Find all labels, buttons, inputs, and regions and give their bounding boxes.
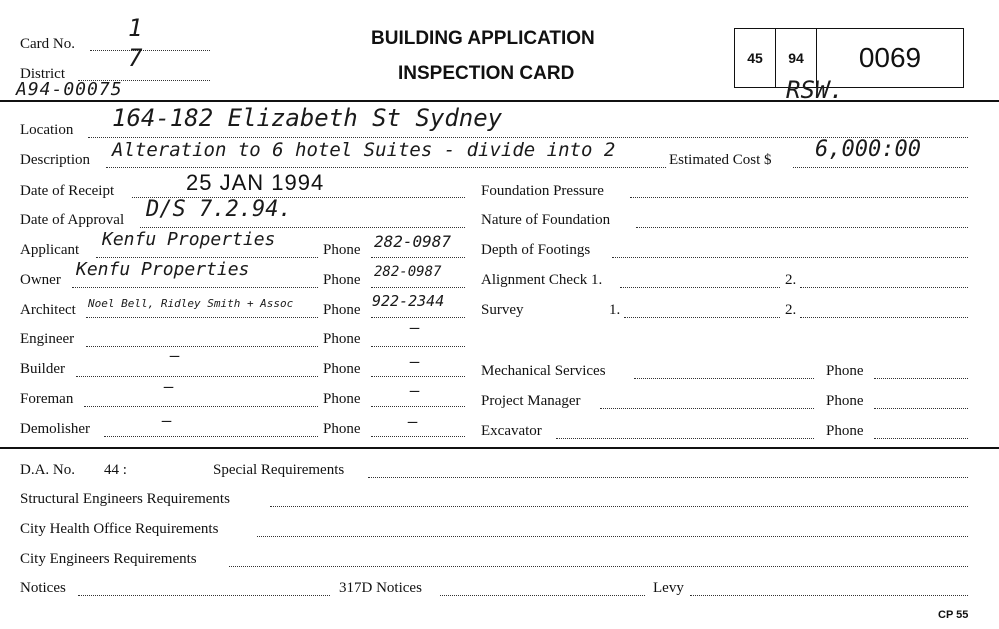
special-requirements-label: Special Requirements <box>213 462 345 478</box>
card-no-line <box>90 50 210 51</box>
date-of-approval-value: D/S 7.2.94. <box>146 197 292 222</box>
district-label: District <box>20 66 65 82</box>
notices-317d-line <box>440 595 645 596</box>
builder-phone-value: – <box>410 352 420 371</box>
alignment-check-1-line <box>620 287 780 288</box>
box-year: 94 <box>775 28 817 88</box>
notices-label: Notices <box>20 580 66 596</box>
date-of-receipt-label: Date of Receipt <box>20 183 115 199</box>
builder-line <box>76 376 318 377</box>
owner-phone-label: Phone <box>323 272 361 288</box>
notices-line <box>78 595 330 596</box>
foreman-phone-value: – <box>410 381 420 400</box>
project-manager-phone-line <box>874 408 968 409</box>
card-no-label: Card No. <box>20 36 75 52</box>
owner-line <box>72 287 318 288</box>
owner-label: Owner <box>20 272 61 288</box>
owner-value: Kenfu Properties <box>76 259 250 280</box>
alignment-check-2-label: 2. <box>785 272 797 288</box>
description-line <box>106 167 666 168</box>
city-health-line <box>257 536 968 537</box>
estimated-cost-line <box>793 167 968 168</box>
da-no-label: D.A. No. <box>20 462 75 478</box>
demolisher-phone-line <box>371 436 465 437</box>
city-engineers-line <box>229 566 968 567</box>
estimated-cost-label: Estimated Cost $ <box>669 152 772 168</box>
builder-phone-line <box>371 376 465 377</box>
demolisher-line <box>104 436 318 437</box>
alignment-check-2-line <box>800 287 968 288</box>
mechanical-services-phone-label: Phone <box>826 363 864 379</box>
card-no-value: 1 <box>128 14 143 42</box>
applicant-phone-line <box>371 257 465 258</box>
architect-value: Noel Bell, Ridley Smith + Assoc <box>88 297 294 310</box>
form-code: CP 55 <box>938 609 969 621</box>
foreman-phone-label: Phone <box>323 391 361 407</box>
survey-2-label: 2. <box>785 302 797 318</box>
description-value: Alteration to 6 hotel Suites - divide into 2 <box>112 139 616 161</box>
engineer-label: Engineer <box>20 331 75 347</box>
file-reference: A94-00075 <box>16 79 123 100</box>
estimated-cost-value: 6,000:00 <box>815 137 921 162</box>
location-label: Location <box>20 122 74 138</box>
owner-phone-line <box>371 287 465 288</box>
builder-label: Builder <box>20 361 65 377</box>
demolisher-value: – <box>162 411 172 430</box>
header-rule <box>0 100 999 102</box>
levy-label: Levy <box>653 580 684 596</box>
notices-317d-label: 317D Notices <box>339 580 422 596</box>
city-health-label: City Health Office Requirements <box>20 521 219 537</box>
city-engineers-label: City Engineers Requirements <box>20 551 197 567</box>
project-manager-line <box>600 408 814 409</box>
applicant-phone-value: 282-0987 <box>374 232 452 251</box>
form-title-line2: INSPECTION CARD <box>398 63 575 84</box>
project-manager-label: Project Manager <box>481 393 581 409</box>
survey-label: Survey <box>481 302 524 318</box>
survey-1-label: 1. <box>609 302 621 318</box>
demolisher-phone-value: – <box>408 412 418 431</box>
location-value: 164-182 Elizabeth St Sydney <box>112 104 503 132</box>
architect-label: Architect <box>20 302 76 318</box>
mechanical-services-label: Mechanical Services <box>481 363 606 379</box>
builder-phone-label: Phone <box>323 361 361 377</box>
engineer-phone-label: Phone <box>323 331 361 347</box>
mechanical-services-line <box>634 378 814 379</box>
engineer-phone-line <box>371 346 465 347</box>
nature-of-foundation-label: Nature of Foundation <box>481 212 611 228</box>
structural-engineers-line <box>270 506 968 507</box>
foreman-value: – <box>164 377 174 396</box>
form-title-line1: BUILDING APPLICATION <box>371 28 595 49</box>
box-year-prefix: 45 <box>734 28 776 88</box>
excavator-phone-label: Phone <box>826 423 864 439</box>
architect-phone-label: Phone <box>323 302 361 318</box>
middle-rule <box>0 447 999 449</box>
owner-phone-value: 282-0987 <box>374 264 442 280</box>
inspector-initials: RSW. <box>786 76 844 104</box>
date-of-approval-line <box>140 227 465 228</box>
architect-phone-value: 922-2344 <box>372 292 445 310</box>
depth-of-footings-label: Depth of Footings <box>481 242 591 258</box>
builder-value: – <box>170 346 180 365</box>
engineer-phone-value: – <box>410 318 420 337</box>
applicant-label: Applicant <box>20 242 80 258</box>
foundation-pressure-line <box>630 197 968 198</box>
nature-of-foundation-line <box>636 227 968 228</box>
excavator-label: Excavator <box>481 423 542 439</box>
architect-line <box>86 317 318 318</box>
da-no-value: 44 : <box>104 462 127 478</box>
applicant-value: Kenfu Properties <box>102 229 276 250</box>
engineer-line <box>86 346 318 347</box>
date-of-approval-label: Date of Approval <box>20 212 125 228</box>
mechanical-services-phone-line <box>874 378 968 379</box>
foreman-label: Foreman <box>20 391 74 407</box>
special-requirements-line <box>368 477 968 478</box>
foreman-phone-line <box>371 406 465 407</box>
date-of-receipt-stamp: 25 JAN 1994 <box>186 170 325 195</box>
levy-line <box>690 595 968 596</box>
applicant-phone-label: Phone <box>323 242 361 258</box>
foreman-line <box>84 406 318 407</box>
box-application-number: 0069 <box>816 28 964 88</box>
depth-of-footings-line <box>612 257 968 258</box>
excavator-phone-line <box>874 438 968 439</box>
demolisher-phone-label: Phone <box>323 421 361 437</box>
district-value: 7 <box>128 44 143 72</box>
foundation-pressure-label: Foundation Pressure <box>481 183 604 199</box>
survey-2-line <box>800 317 968 318</box>
excavator-line <box>556 438 814 439</box>
structural-engineers-label: Structural Engineers Requirements <box>20 491 230 507</box>
description-label: Description <box>20 152 90 168</box>
demolisher-label: Demolisher <box>20 421 90 437</box>
survey-1-line <box>624 317 780 318</box>
alignment-check-label: Alignment Check 1. <box>481 272 603 288</box>
applicant-line <box>96 257 318 258</box>
project-manager-phone-label: Phone <box>826 393 864 409</box>
